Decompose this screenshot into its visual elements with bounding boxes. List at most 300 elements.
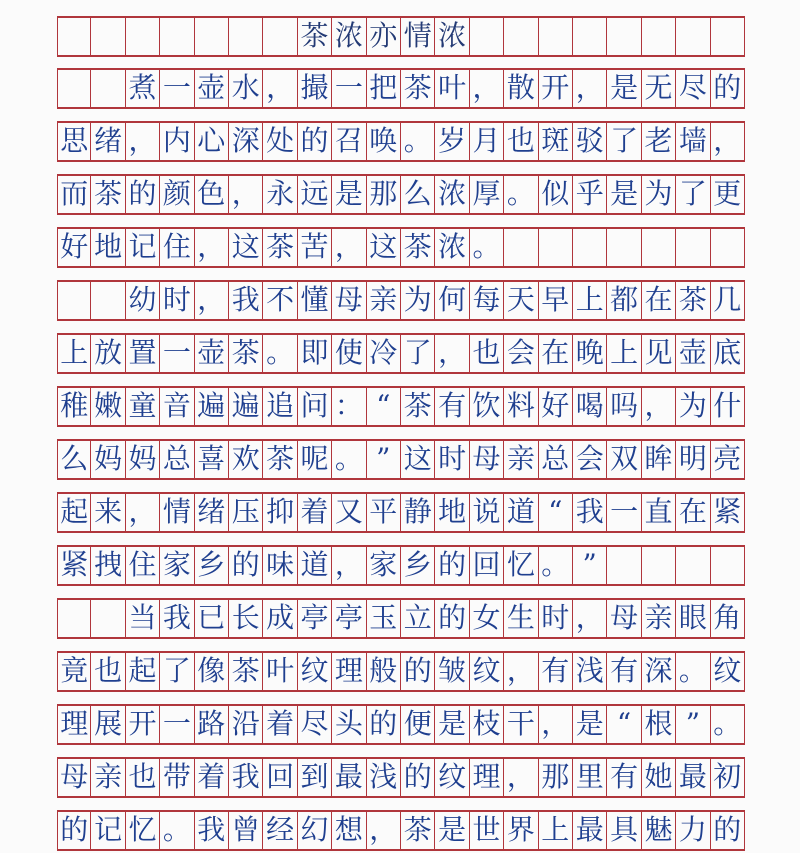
char-cell: 见 <box>642 333 676 372</box>
char-cell: ， <box>470 68 504 107</box>
char-cell: 里 <box>573 757 607 796</box>
title-char-cell <box>642 16 676 55</box>
char-cell: ， <box>711 121 745 160</box>
char-cell <box>57 68 91 107</box>
char-cell: 纹 <box>711 651 745 690</box>
char-cell: 立 <box>401 598 435 637</box>
char-cell: ” <box>367 439 401 478</box>
char-cell: 喝 <box>573 386 607 425</box>
char-cell: 曾 <box>229 810 263 849</box>
char-cell: 抑 <box>263 492 297 531</box>
title-char-cell: 浓 <box>435 16 469 55</box>
text-row <box>57 810 745 849</box>
char-cell: 音 <box>160 386 194 425</box>
char-cell: 浓 <box>435 227 469 266</box>
char-cell: 长 <box>229 598 263 637</box>
char-cell: 紧 <box>57 545 91 584</box>
char-cell: 着 <box>263 704 297 743</box>
char-cell: 何 <box>435 280 469 319</box>
char-cell: 拽 <box>91 545 125 584</box>
char-cell: 亭 <box>298 598 332 637</box>
char-cell: 初 <box>711 757 745 796</box>
char-cell: 岁 <box>435 121 469 160</box>
grid-line <box>57 107 745 109</box>
char-cell: 为 <box>676 386 710 425</box>
char-cell: 会 <box>573 439 607 478</box>
char-cell: 纹 <box>470 651 504 690</box>
title-char-cell <box>229 16 263 55</box>
char-cell: 散 <box>504 68 538 107</box>
char-cell: 住 <box>126 545 160 584</box>
text-row <box>57 651 745 690</box>
char-cell: ， <box>195 280 229 319</box>
title-char-cell <box>160 16 194 55</box>
char-cell: 也 <box>504 121 538 160</box>
title-char-cell <box>676 16 710 55</box>
char-cell <box>711 227 745 266</box>
char-cell: 一 <box>607 492 641 531</box>
grid-line <box>57 213 745 215</box>
char-cell: 母 <box>470 439 504 478</box>
char-cell: 。 <box>504 174 538 213</box>
char-cell: 。 <box>401 121 435 160</box>
char-cell: 在 <box>642 280 676 319</box>
char-cell <box>607 227 641 266</box>
char-cell: 的 <box>229 545 263 584</box>
char-cell <box>91 280 125 319</box>
char-cell: 记 <box>126 227 160 266</box>
char-cell: 茶 <box>229 333 263 372</box>
char-cell: 我 <box>229 280 263 319</box>
char-cell: 情 <box>160 492 194 531</box>
char-cell: 茶 <box>229 651 263 690</box>
char-cell: 起 <box>57 492 91 531</box>
char-cell: 好 <box>539 386 573 425</box>
title-char-cell: 情 <box>401 16 435 55</box>
char-cell: 冷 <box>367 333 401 372</box>
text-row <box>57 121 745 160</box>
char-cell: ” <box>676 704 710 743</box>
char-cell: 也 <box>126 757 160 796</box>
char-cell: 是 <box>435 810 469 849</box>
char-cell: 浓 <box>435 174 469 213</box>
char-cell: 浅 <box>367 757 401 796</box>
char-cell: 这 <box>401 439 435 478</box>
text-row <box>57 704 745 743</box>
char-cell: 么 <box>401 174 435 213</box>
char-cell: 欢 <box>229 439 263 478</box>
char-cell <box>57 598 91 637</box>
char-cell: 紧 <box>711 492 745 531</box>
char-cell: 遍 <box>195 386 229 425</box>
char-cell: 明 <box>676 439 710 478</box>
char-cell: 味 <box>263 545 297 584</box>
text-row <box>57 68 745 107</box>
char-cell: 尽 <box>676 68 710 107</box>
char-cell: 。 <box>470 227 504 266</box>
char-cell: 的 <box>711 68 745 107</box>
char-cell: 回 <box>263 757 297 796</box>
char-cell: 斑 <box>539 121 573 160</box>
char-cell: 记 <box>91 810 125 849</box>
char-cell: 。 <box>676 651 710 690</box>
char-cell: ， <box>573 68 607 107</box>
char-cell: ， <box>367 810 401 849</box>
char-cell: 像 <box>195 651 229 690</box>
char-cell: 茶 <box>401 227 435 266</box>
grid-line <box>57 743 745 745</box>
char-cell: 永 <box>263 174 297 213</box>
char-cell: 平 <box>367 492 401 531</box>
title-char-cell <box>470 16 504 55</box>
char-cell: 处 <box>263 121 297 160</box>
title-char-cell: 亦 <box>367 16 401 55</box>
char-cell: 想 <box>332 810 366 849</box>
char-cell: 童 <box>126 386 160 425</box>
char-cell: ， <box>263 68 297 107</box>
char-cell <box>676 227 710 266</box>
char-cell: 幼 <box>126 280 160 319</box>
char-cell: 世 <box>470 810 504 849</box>
char-cell: 皱 <box>435 651 469 690</box>
char-cell: 墙 <box>676 121 710 160</box>
char-cell: 展 <box>91 704 125 743</box>
char-cell: 茶 <box>91 174 125 213</box>
char-cell: 尽 <box>298 704 332 743</box>
char-cell: 深 <box>642 651 676 690</box>
char-cell: 置 <box>126 333 160 372</box>
char-cell: 的 <box>711 810 745 849</box>
char-cell: 亭 <box>332 598 366 637</box>
char-cell: 时 <box>160 280 194 319</box>
char-cell: 是 <box>607 68 641 107</box>
grid-line <box>57 319 745 321</box>
char-cell: 会 <box>504 333 538 372</box>
char-cell: 茶 <box>676 280 710 319</box>
char-cell: 茶 <box>401 68 435 107</box>
title-row <box>57 16 745 55</box>
char-cell: 有 <box>607 757 641 796</box>
char-cell: 道 <box>504 492 538 531</box>
char-cell: 厚 <box>470 174 504 213</box>
char-cell: “ <box>367 386 401 425</box>
char-cell: ， <box>504 757 538 796</box>
char-cell: 壶 <box>195 68 229 107</box>
char-cell: 煮 <box>126 68 160 107</box>
char-cell <box>539 227 573 266</box>
char-cell: 有 <box>539 651 573 690</box>
char-cell: 的 <box>435 545 469 584</box>
char-cell: 使 <box>332 333 366 372</box>
char-cell: 理 <box>470 757 504 796</box>
char-cell: 苦 <box>298 227 332 266</box>
char-cell: 追 <box>263 386 297 425</box>
char-cell: 饮 <box>470 386 504 425</box>
char-cell: 。 <box>332 439 366 478</box>
char-cell <box>607 545 641 584</box>
char-cell: 呢 <box>298 439 332 478</box>
char-cell: 总 <box>539 439 573 478</box>
char-cell: 的 <box>435 598 469 637</box>
char-cell <box>642 545 676 584</box>
char-cell: 路 <box>195 704 229 743</box>
text-row <box>57 545 745 584</box>
grid-line <box>57 478 745 480</box>
char-cell: 底 <box>711 333 745 372</box>
char-cell: 般 <box>367 651 401 690</box>
char-cell: 理 <box>332 651 366 690</box>
char-cell: 亲 <box>367 280 401 319</box>
char-cell: 了 <box>607 121 641 160</box>
char-cell: 浅 <box>573 651 607 690</box>
char-cell: 为 <box>401 280 435 319</box>
char-cell: ， <box>435 333 469 372</box>
char-cell: 稚 <box>57 386 91 425</box>
char-cell: 即 <box>298 333 332 372</box>
char-cell: 沿 <box>229 704 263 743</box>
char-cell: 忆 <box>504 545 538 584</box>
char-cell: 亮 <box>711 439 745 478</box>
char-cell: 开 <box>126 704 160 743</box>
char-cell: 起 <box>126 651 160 690</box>
grid-line <box>57 425 745 427</box>
char-cell: 思 <box>57 121 91 160</box>
char-cell: 心 <box>195 121 229 160</box>
char-cell: 着 <box>298 492 332 531</box>
char-cell: 便 <box>401 704 435 743</box>
char-cell: 时 <box>539 598 573 637</box>
char-cell: 了 <box>676 174 710 213</box>
char-cell: “ <box>539 492 573 531</box>
char-cell: 眸 <box>642 439 676 478</box>
char-cell: 乡 <box>401 545 435 584</box>
char-cell: ， <box>126 121 160 160</box>
char-cell: 又 <box>332 492 366 531</box>
char-cell: 我 <box>229 757 263 796</box>
char-cell: 忆 <box>126 810 160 849</box>
text-row <box>57 280 745 319</box>
char-cell: 这 <box>229 227 263 266</box>
char-cell: 召 <box>332 121 366 160</box>
char-cell: 的 <box>57 810 91 849</box>
char-cell: 家 <box>367 545 401 584</box>
char-cell: 什 <box>711 386 745 425</box>
char-cell: 双 <box>607 439 641 478</box>
char-cell: ， <box>332 227 366 266</box>
title-char-cell <box>711 16 745 55</box>
char-cell: 界 <box>504 810 538 849</box>
text-row <box>57 174 745 213</box>
grid-line <box>57 372 745 374</box>
char-cell: 来 <box>91 492 125 531</box>
char-cell: 她 <box>642 757 676 796</box>
char-cell: 为 <box>642 174 676 213</box>
char-cell: 生 <box>504 598 538 637</box>
char-cell: 乡 <box>195 545 229 584</box>
char-cell: 玉 <box>367 598 401 637</box>
char-cell: ： <box>332 386 366 425</box>
char-cell: 力 <box>676 810 710 849</box>
char-cell: 有 <box>435 386 469 425</box>
char-cell: 唤 <box>367 121 401 160</box>
char-cell: 时 <box>435 439 469 478</box>
char-cell: 带 <box>160 757 194 796</box>
title-char-cell <box>539 16 573 55</box>
title-char-cell <box>57 16 91 55</box>
char-cell: 当 <box>126 598 160 637</box>
text-row <box>57 386 745 425</box>
char-cell: 回 <box>470 545 504 584</box>
text-row <box>57 598 745 637</box>
grid-line <box>57 266 745 268</box>
grid-line <box>57 584 745 586</box>
char-cell: 水 <box>229 68 263 107</box>
char-cell: 上 <box>573 280 607 319</box>
title-char-cell <box>504 16 538 55</box>
char-cell: 纹 <box>298 651 332 690</box>
char-cell: ， <box>539 704 573 743</box>
char-cell: 上 <box>607 333 641 372</box>
char-cell: 问 <box>298 386 332 425</box>
char-cell: 。 <box>711 704 745 743</box>
char-cell: 一 <box>160 333 194 372</box>
char-cell: 绪 <box>91 121 125 160</box>
char-cell: 亲 <box>504 439 538 478</box>
char-cell: 远 <box>298 174 332 213</box>
char-cell: 懂 <box>298 280 332 319</box>
char-cell: 上 <box>57 333 91 372</box>
char-cell: 把 <box>367 68 401 107</box>
text-row <box>57 439 745 478</box>
title-char-cell <box>91 16 125 55</box>
char-cell: 了 <box>160 651 194 690</box>
char-cell: 道 <box>298 545 332 584</box>
char-cell: 每 <box>470 280 504 319</box>
char-cell: 总 <box>160 439 194 478</box>
char-cell: 的 <box>401 651 435 690</box>
char-cell: 直 <box>642 492 676 531</box>
char-cell: 叶 <box>263 651 297 690</box>
char-cell: 亲 <box>91 757 125 796</box>
char-cell: “ <box>607 704 641 743</box>
char-cell: 那 <box>539 757 573 796</box>
char-cell: 茶 <box>401 810 435 849</box>
char-cell: 最 <box>573 810 607 849</box>
char-cell: 竟 <box>57 651 91 690</box>
char-cell: 那 <box>367 174 401 213</box>
char-cell: 已 <box>195 598 229 637</box>
char-cell: 亲 <box>642 598 676 637</box>
char-cell: 母 <box>607 598 641 637</box>
char-cell: 压 <box>229 492 263 531</box>
title-char-cell <box>263 16 297 55</box>
char-cell: 叶 <box>435 68 469 107</box>
char-cell: 有 <box>607 651 641 690</box>
char-cell: 头 <box>332 704 366 743</box>
char-cell: 也 <box>91 651 125 690</box>
char-cell: 无 <box>642 68 676 107</box>
char-cell: 妈 <box>126 439 160 478</box>
char-cell: 一 <box>160 704 194 743</box>
char-cell: 色 <box>195 174 229 213</box>
char-cell: 嫩 <box>91 386 125 425</box>
char-cell: 静 <box>401 492 435 531</box>
char-cell: 茶 <box>263 227 297 266</box>
char-cell: 开 <box>539 68 573 107</box>
char-cell: 根 <box>642 704 676 743</box>
char-cell: 一 <box>160 68 194 107</box>
char-cell <box>91 68 125 107</box>
char-cell: 是 <box>435 704 469 743</box>
char-cell: 的 <box>298 121 332 160</box>
char-cell: 都 <box>607 280 641 319</box>
char-cell: ， <box>195 227 229 266</box>
char-cell: ， <box>229 174 263 213</box>
char-cell: 遍 <box>229 386 263 425</box>
char-cell: 我 <box>195 810 229 849</box>
char-cell: 理 <box>57 704 91 743</box>
char-cell: 地 <box>91 227 125 266</box>
char-cell: 我 <box>160 598 194 637</box>
char-cell: 幻 <box>298 810 332 849</box>
char-cell: 喜 <box>195 439 229 478</box>
char-cell: 地 <box>435 492 469 531</box>
char-cell <box>676 545 710 584</box>
char-cell: ， <box>573 598 607 637</box>
char-cell: 乎 <box>573 174 607 213</box>
char-cell: ， <box>332 545 366 584</box>
char-cell: 颜 <box>160 174 194 213</box>
char-cell: 魅 <box>642 810 676 849</box>
char-cell: 干 <box>504 704 538 743</box>
grid-line <box>57 637 745 639</box>
grid-line <box>57 849 745 851</box>
text-row <box>57 492 745 531</box>
char-cell: 了 <box>401 333 435 372</box>
text-row <box>57 227 745 266</box>
char-cell: 。 <box>539 545 573 584</box>
char-cell: 枝 <box>470 704 504 743</box>
char-cell: 在 <box>539 333 573 372</box>
grid-line <box>57 690 745 692</box>
char-cell: 放 <box>91 333 125 372</box>
char-cell: 么 <box>57 439 91 478</box>
char-cell <box>573 227 607 266</box>
char-cell: 的 <box>367 704 401 743</box>
char-cell: 妈 <box>91 439 125 478</box>
char-cell: 说 <box>470 492 504 531</box>
char-cell: 老 <box>642 121 676 160</box>
char-cell: 这 <box>367 227 401 266</box>
char-cell: 上 <box>539 810 573 849</box>
char-cell: 是 <box>607 174 641 213</box>
char-cell: 眼 <box>676 598 710 637</box>
char-cell: 早 <box>539 280 573 319</box>
char-cell: 最 <box>332 757 366 796</box>
char-cell: 一 <box>332 68 366 107</box>
char-cell: 晚 <box>573 333 607 372</box>
char-cell: 而 <box>57 174 91 213</box>
char-cell: 是 <box>573 704 607 743</box>
char-cell: 深 <box>229 121 263 160</box>
char-cell <box>504 227 538 266</box>
grid-line <box>57 796 745 798</box>
grid-line <box>57 55 745 57</box>
grid-line <box>57 531 745 533</box>
char-cell: 似 <box>539 174 573 213</box>
char-cell: 纹 <box>435 757 469 796</box>
char-cell <box>711 545 745 584</box>
